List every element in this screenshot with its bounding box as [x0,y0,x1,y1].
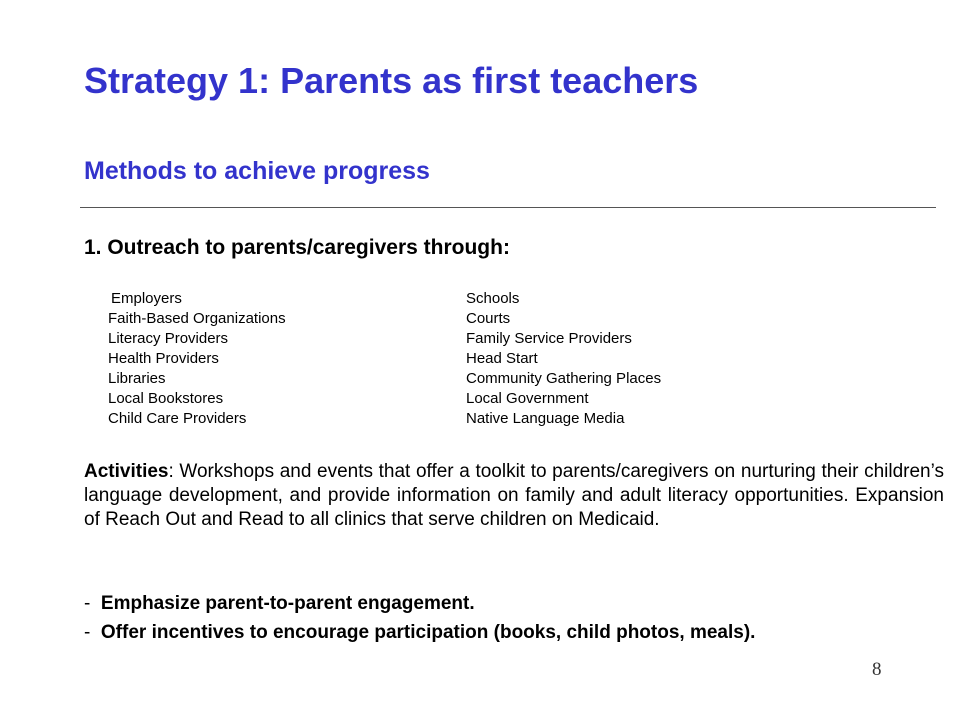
outlet-item: Local Government [466,390,589,407]
outlet-item: Head Start [466,350,538,367]
outlet-item: Faith-Based Organizations [108,310,286,327]
bullet-text: Offer incentives to encourage participation (books, child photos, meals). [100,622,756,643]
bullet-dash: - [84,622,91,643]
outlet-item: Native Language Media [466,410,625,427]
outlet-item: Family Service Providers [466,330,632,347]
slide-subtitle: Methods to achieve progress [84,157,430,185]
outlet-item: Literacy Providers [108,330,229,347]
outlet-item: Courts [466,310,511,327]
outlet-item: Local Bookstores [108,390,224,407]
outreach-outlet-list [108,289,748,429]
outlet-row [108,369,748,389]
activities-text: : Workshops and events that offer a toolkit to parents/caregivers on nurturing their children’s language development, and provide information on family and adult literacy opportunities. Expansion of Reach Out and Read to all clinics that serve children on Medicaid. [84,461,944,530]
bullet-dash: - [84,593,91,614]
outlet-row [108,389,748,409]
slide-title: Strategy 1: Parents as first teachers [84,60,699,101]
bullet-item [84,592,954,616]
outlet-item: Libraries [108,370,166,387]
outlet-item: Schools [466,290,520,307]
outlet-row [108,289,748,309]
divider-line [80,207,936,208]
outlet-row [108,409,748,429]
page-number: 8 [872,659,882,680]
outlet-item: Child Care Providers [108,410,247,427]
activities-label: Activities [84,461,169,482]
bullet-item [84,621,954,645]
outlet-row [108,309,748,329]
outlet-item: Employers [111,290,182,307]
outlet-row [108,329,748,349]
outlet-item: Community Gathering Places [466,370,662,387]
bullet-list [84,592,954,650]
activities-paragraph [84,460,944,532]
outlet-item: Health Providers [108,350,219,367]
outlet-row [108,349,748,369]
outreach-heading: 1. Outreach to parents/caregivers through: [84,236,510,259]
bullet-text: Emphasize parent-to-parent engagement. [100,593,475,614]
